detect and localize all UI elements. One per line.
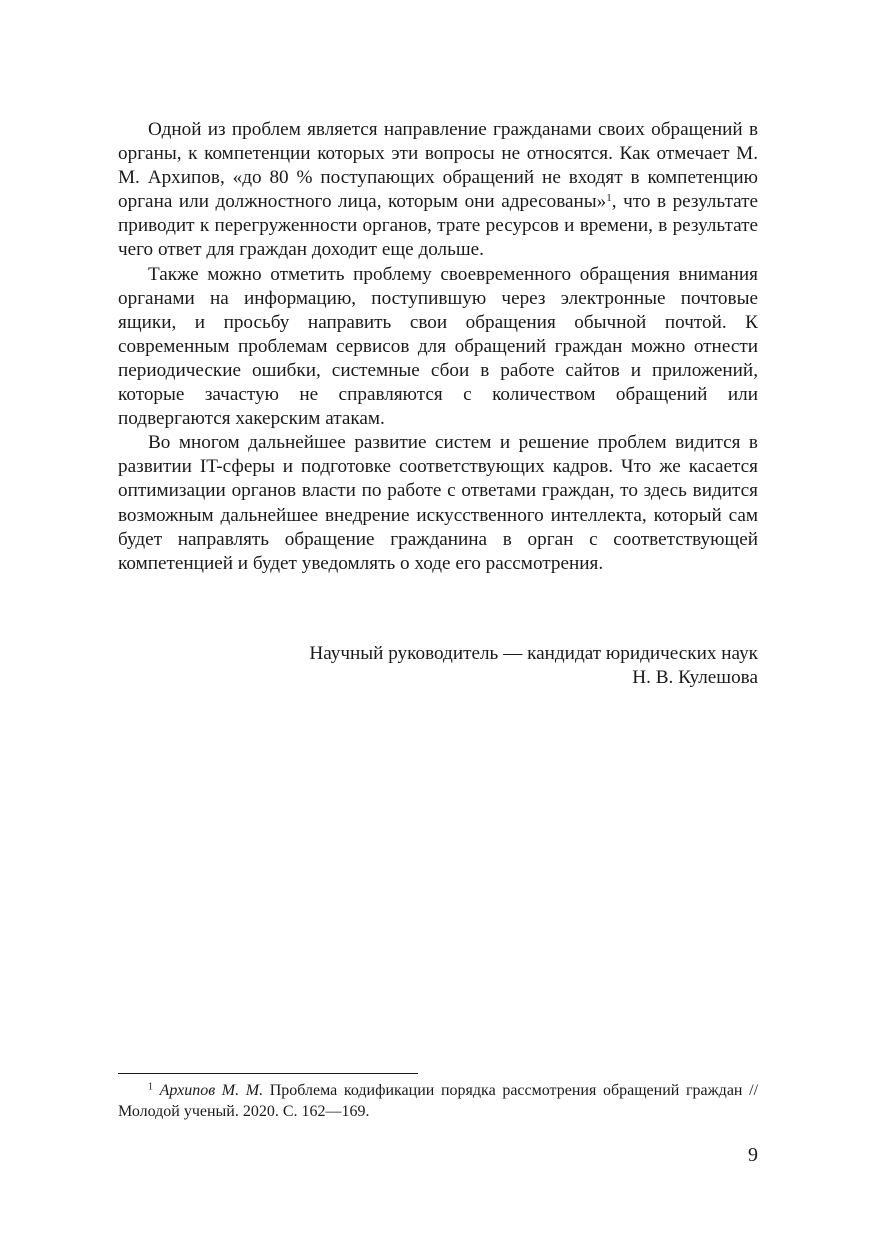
- page-number: 9: [748, 1144, 758, 1166]
- paragraph-1: [118, 118, 758, 263]
- supervisor-role: Научный руководитель — кандидат юридических наук: [309, 643, 758, 664]
- paragraph-1-continuation: , что в результате приводит к перегруженности органов, трате ресурсов и времени, в результате чего ответ для граждан доходит еще дольше.: [118, 191, 758, 261]
- supervisor-name: Н. В. Кулешова: [632, 667, 758, 688]
- paragraph-1-text: Одной из проблем является направление гражданами своих обращений в органы, к компетенции которых эти вопросы не относятся. Как отмечает М. М. Архипов, «до 80 % поступающих обращений не входят в компетенцию органа или должностного лица, которым они адресованы»: [118, 119, 758, 213]
- footnote-divider: [118, 1073, 418, 1074]
- footnote-text: Проблема кодификации порядка рассмотрения обращений граждан // Молодой ученый. 2020. С. 162—169.: [118, 1082, 759, 1120]
- footnote-reference: 1: [606, 192, 612, 205]
- main-text: [118, 118, 758, 576]
- footnote-author: Архипов М. М.: [159, 1082, 264, 1099]
- footnote-number: 1: [148, 1081, 153, 1093]
- paragraph-2: Также можно отметить проблему своевременного обращения внимания органами на информацию, поступившую через электронные почтовые ящики, и просьбу направить свои обращения обычной почтой. К современным проблемам сервисов для обращений граждан можно отнести периодические ошибки, системные сбои в работе сайтов и приложений, которые зачастую не справляются с количеством обращений или подвергаются хакерским атакам.: [118, 263, 758, 430]
- signature-block: [118, 642, 758, 690]
- paragraph-3: Во многом дальнейшее развитие систем и решение проблем видится в развитии IT-сферы и подготовке соответствующих кадров. Что же касается оптимизации органов власти по работе с ответами граждан, то здесь видится возможным дальнейшее внедрение искусственного интеллекта, который сам будет направлять обращение гражданина в орган с соответствующей компетенцией и будет уведомлять о ходе его рассмотрения.: [118, 432, 758, 574]
- footnote: [118, 1080, 758, 1122]
